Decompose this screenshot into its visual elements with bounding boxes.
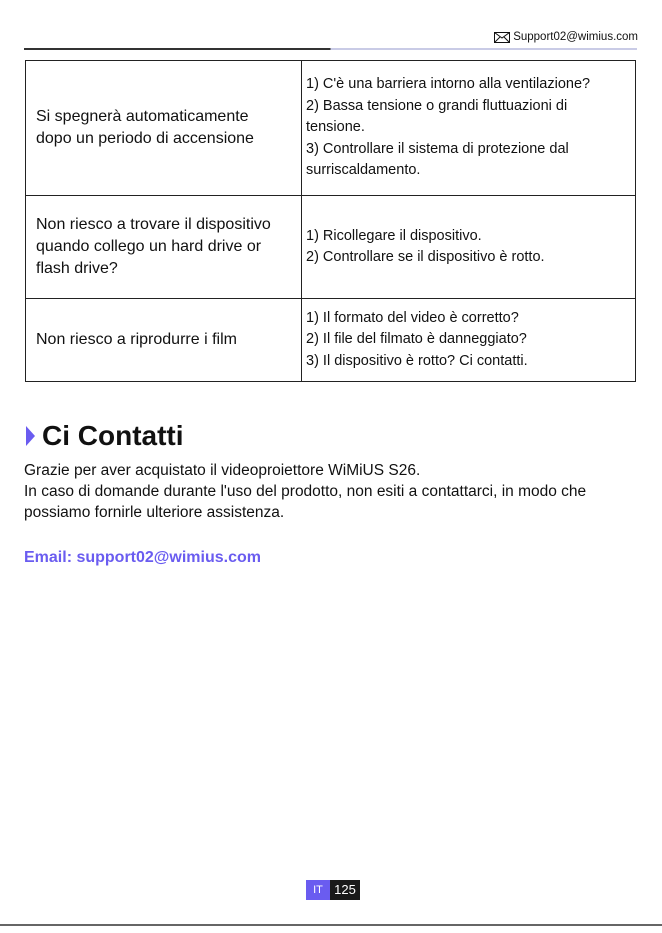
language-badge: IT bbox=[306, 880, 330, 900]
header-contact bbox=[494, 31, 638, 43]
section-title: Ci Contatti bbox=[42, 420, 184, 451]
table-row bbox=[26, 196, 636, 299]
solution-cell: 1) Il formato del video è corretto? 2) Il file del filmato è danneggiato? 3) Il dispositivo è rotto? Ci contatti. bbox=[302, 299, 636, 382]
problem-cell: Si spegnerà automaticamente dopo un periodo di accensione bbox=[26, 61, 302, 196]
contact-email[interactable]: Email: support02@wimius.com bbox=[24, 549, 261, 566]
triangle-bullet-icon bbox=[24, 424, 36, 448]
table-row bbox=[26, 299, 636, 382]
problem-cell: Non riesco a trovare il dispositivo quando collego un hard drive or flash drive? bbox=[26, 196, 302, 299]
troubleshooting-table bbox=[25, 60, 636, 382]
header-email-text: Support02@wimius.com bbox=[513, 31, 638, 43]
solution-cell: 1) Ricollegare il dispositivo. 2) Controllare se il dispositivo è rotto. bbox=[302, 196, 636, 299]
intro-paragraph: Grazie per aver acquistato il videoproiettore WiMiUS S26. bbox=[24, 462, 421, 479]
page-number-text: 125 bbox=[330, 880, 360, 900]
table-row bbox=[26, 61, 636, 196]
header-rule bbox=[24, 48, 637, 50]
contact-intro bbox=[24, 460, 639, 523]
intro-paragraph: In caso di domande durante l'uso del prodotto, non esiti a contattarci, in modo che possiamo fornirle ulteriore assistenza. bbox=[24, 483, 587, 521]
section-heading bbox=[24, 420, 184, 452]
page-number bbox=[306, 880, 360, 900]
footer-rule bbox=[0, 924, 662, 926]
solution-cell: 1) C'è una barriera intorno alla ventilazione? 2) Bassa tensione o grandi fluttuazioni di tensione. 3) Controllare il sistema di protezione dal surriscaldamento. bbox=[302, 61, 636, 196]
problem-cell: Non riesco a riprodurre i film bbox=[26, 299, 302, 382]
mail-icon bbox=[494, 32, 510, 43]
